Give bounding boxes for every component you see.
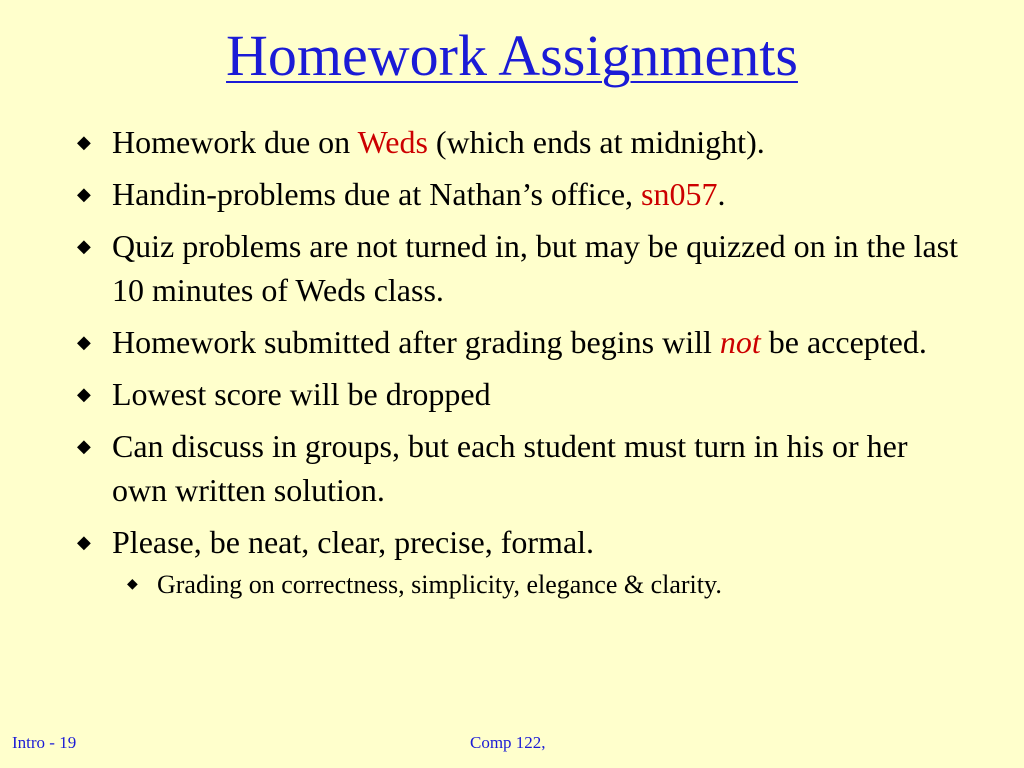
highlight-weds: Weds [357, 124, 428, 160]
bullet-text: be accepted. [760, 324, 927, 360]
bullet-text: Please, be neat, clear, precise, formal. [112, 524, 595, 560]
bullet-text: Can discuss in groups, but each student must turn in his or her own written solution. [112, 428, 908, 508]
bullet-text: Homework due on [112, 124, 358, 160]
highlight-office: sn057 [641, 176, 718, 212]
footer-course: Comp 122, [470, 733, 546, 752]
diamond-bullet-icon: ◆ [77, 332, 91, 352]
bullet-list [0, 120, 1024, 602]
bullet-text: Handin-problems due at Nathan’s office, [112, 176, 642, 212]
bullet-item-lowest [0, 372, 1024, 416]
bullet-item-groups [0, 424, 1024, 512]
highlight-not: not [719, 324, 761, 360]
bullet-item-weds [0, 120, 1024, 164]
bullet-text: (which ends at midnight). [427, 124, 765, 160]
diamond-bullet-icon: ◆ [77, 184, 91, 204]
diamond-bullet-icon: ◆ [77, 436, 91, 456]
diamond-bullet-icon: ◆ [77, 236, 91, 256]
bullet-text: Lowest score will be dropped [112, 376, 491, 412]
sub-bullet-grading [0, 568, 1024, 602]
footer-slide-number: Intro - 19 [12, 733, 77, 752]
diamond-bullet-icon: ◆ [77, 132, 91, 152]
diamond-bullet-icon: ◆ [77, 384, 91, 404]
bullet-text: . [717, 176, 726, 212]
diamond-bullet-icon: ◆ [77, 532, 91, 552]
bullet-item-handin [0, 172, 1024, 216]
bullet-item-neat [0, 520, 1024, 564]
bullet-text: Quiz problems are not turned in, but may be quizzed on in the last 10 minutes of Weds class. [112, 228, 958, 308]
sub-bullet-text: Grading on correctness, simplicity, elegance & clarity. [157, 570, 722, 599]
bullet-item-quiz [0, 224, 1024, 312]
diamond-bullet-icon: ◆ [127, 577, 138, 592]
bullet-text: Homework submitted after grading begins will [112, 324, 720, 360]
slide-title: Homework Assignments [226, 23, 798, 88]
bullet-item-late [0, 320, 1024, 364]
